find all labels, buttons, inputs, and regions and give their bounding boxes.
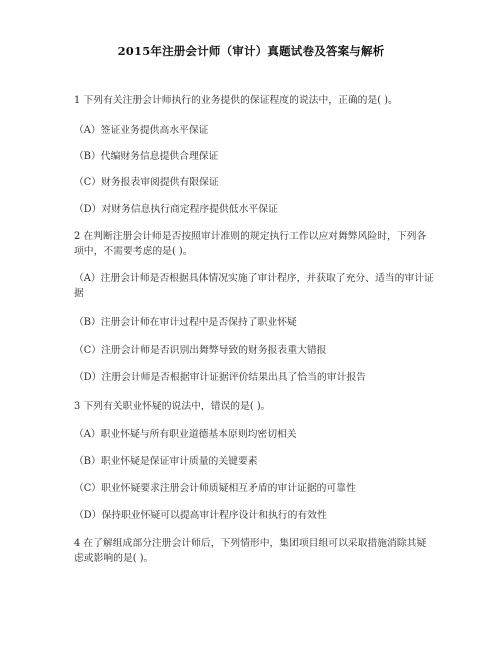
question-3-option-d: （D）保持职业怀疑可以提高审计程序设计和执行的有效性 [74,510,327,521]
question-2-option-c: （C）注册会计师是否识别出舞弊导致的财务报表重大错报 [74,345,327,356]
question-2-option-a: （A）注册会计师是否根据具体情况实施了审计程序，并获取了充分、适当的审计证据 [74,273,434,299]
question-3-stem: 3 下列有关职业怀疑的说法中，错误的是( )。 [74,401,271,412]
question-1-option-c: （C）财务报表审阅提供有限保证 [74,177,219,188]
question-2-stem: 2 在判断注册会计师是否按照审计准则的规定执行工作以应对舞弊风险时，下列各项中，不需要考虑的是( )。 [74,231,427,257]
document-title: 2015年注册会计师（审计）真题试卷及答案与解析 [117,44,385,58]
question-2-option-d: （D）注册会计师是否根据审计证据评价结果出具了恰当的审计报告 [74,372,366,383]
question-3-option-c: （C）职业怀疑要求注册会计师质疑相互矛盾的审计证据的可靠性 [74,483,356,494]
question-2-option-b: （B）注册会计师在审计过程中是否保持了职业怀疑 [74,317,297,328]
question-4-stem: 4 在了解组成部分注册会计师后，下列情形中，集团项目组可以采取措施消除其疑虑或影响的是( )。 [74,538,427,564]
question-1-option-b: （B）代编财务信息提供合理保证 [74,151,219,162]
question-1-option-d: （D）对财务信息执行商定程序提供低水平保证 [74,204,278,215]
question-1-stem: 1 下列有关注册会计师执行的业务提供的保证程度的说法中，正确的是( )。 [74,95,398,106]
question-3-option-a: （A）职业怀疑与所有职业道德基本原则均密切相关 [74,429,297,440]
question-3-option-b: （B）职业怀疑是保证审计质量的关键要素 [74,456,258,467]
question-1-option-a: （A）签证业务提供高水平保证 [74,125,209,136]
